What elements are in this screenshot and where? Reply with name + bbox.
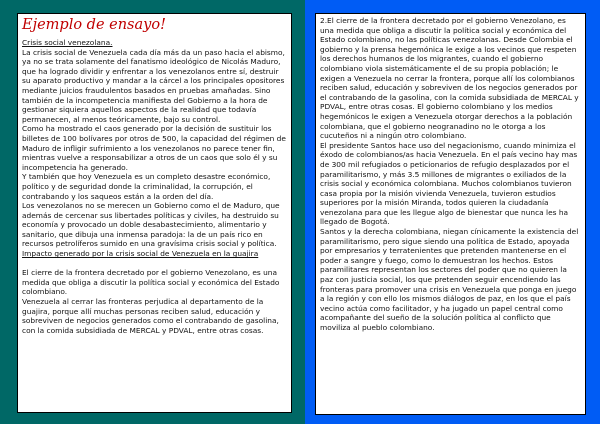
paragraph: La crisis social de Venezuela cada día más da un paso hacia el abismo, ya no se trata solamente del fanatismo ideológico de Nicolás Maduro, que ha logrado dividir y enfrentar a los venezolanos entre sí, destruir su aparato productivo y mandar a la cárcel a los principales opositores mediante juicios fraudulentos basados en pruebas amañadas. Sino también de la incompetencia manifiesta del Gobierno a la hora de gestionar siquiera aquellos aspectos de la realidad que todavía permanecen, al menos teóricamente, bajo su control. [22,47,285,124]
paragraph: Venezuela al cerrar las fronteras perjudica al departamento de la guajira, porque allí muchas personas reciben salud, educación y sobreviven de negocios generados como el contrabando de gasolina, con la comida subsidiada de MERCAL y PDVAL, entre otras cosas. [22,297,279,335]
right-document-page [315,13,586,415]
paragraph-spacer [22,259,287,269]
paragraph: El cierre de la frontera decretado por el gobierno Venezolano, es una medida que obliga a discutir la política social y económica del Estado colombiano. [22,268,280,297]
section-heading-crisis: Crisis social venezolana. [22,38,113,47]
essay-title: Ejemplo de ensayo! [22,17,166,33]
section-heading-impact: Impacto generado por la crisis social de Venezuela en la guajira [22,249,259,259]
paragraph: 2.El cierre de la frontera decretado por el gobierno Venezolano, es una medida que obliga a discutir la política social y económica del Estado colombiano, no las políticas venezolanas. Desde Colombia el gobierno y la prensa hegemónica le exige a los vecinos que respeten los derechos humanos de los migrantes, cuando el gobierno colombiano viola sistemáticamente el de su propia población; le exigen a Venezuela no cerrar la frontera, porque allí los colombianos reciben salud, educación y sobreviven de los negocios generados por el contrabando de la gasolina, con la comida subsidiada de MERCAL y PDVAL, entre otras cosas. El gobierno colombiano y los medios hegemónicos le exigen a Venezuela otorgar derechos a la población colombiana, que el gobierno neogranadino no le otorga a los cucuteños ni a ningún otro colombiano. [320,16,579,141]
paragraph: Y también que hoy Venezuela es un completo desastre económico, político y de seguridad donde la criminalidad, la corrupción, el contrabando y los saqueos están a la orden del día. [22,172,271,201]
paragraph: Como ha mostrado el caos generado por la decisión de sustituir los billetes de 100 bolívares por otros de 500, la capacidad del régimen de Maduro de infligir sufrimiento a los venezolanos no parece tener fin, mientras vuelve a responsabilizar a otros de un caos que solo él y su incompetencia ha generado. [22,124,286,172]
paragraph: Los venezolanos no se merecen un Gobierno como el de Maduro, que además de cercenar sus libertades políticas y civiles, ha destruido su economía y provocado un doble desabastecimiento, alimentario y sanitario, que dibuja una inmensa paradoja: la de un país rico en recursos petrolíferos sumido en una gravísima crisis social y política. [22,201,280,249]
left-document-page [17,13,292,413]
paragraph: Santos y la derecha colombiana, niegan cínicamente la existencia del paramilitarismo, pero sigue siendo una política de Estado, apoyada por empresarios y terratenientes que pretenden mantenerse en el poder a sangre y fuego, como lo demuestran los hechos. Estos paramilitares representan los sectores del poder que no quieren la paz con justicia social, los que pretenden seguir encendiendo las fronteras para promover una crisis en Venezuela que ponga en juego a la región y con ello los mismos diálogos de paz, en los que el país vecino actúa como facilitador, y ha jugado un papel central como acompañante del sueño de la solución política al conflicto que moviliza al pueblo colombiano. [320,227,579,332]
paragraph: El presidente Santos hace uso del negacionismo, cuando minimiza el éxodo de colombianos/as hacia Venezuela. En el país vecino hay mas de 300 mil refugiados o peticionarios de refugio desplazados por el paramilitarismo, y más 3.5 millones de migrantes o exiliados de la crisis social y económica colombiana. Muchos colombianos tuvieron casa propia por la misión vivienda Venezuela, tuvieron estudios superiores por la misión Miranda, todos quieren la ciudadanía venezolana para que les llegue algo de bienestar que nunca les ha llegado de Bogotá. [320,140,578,227]
